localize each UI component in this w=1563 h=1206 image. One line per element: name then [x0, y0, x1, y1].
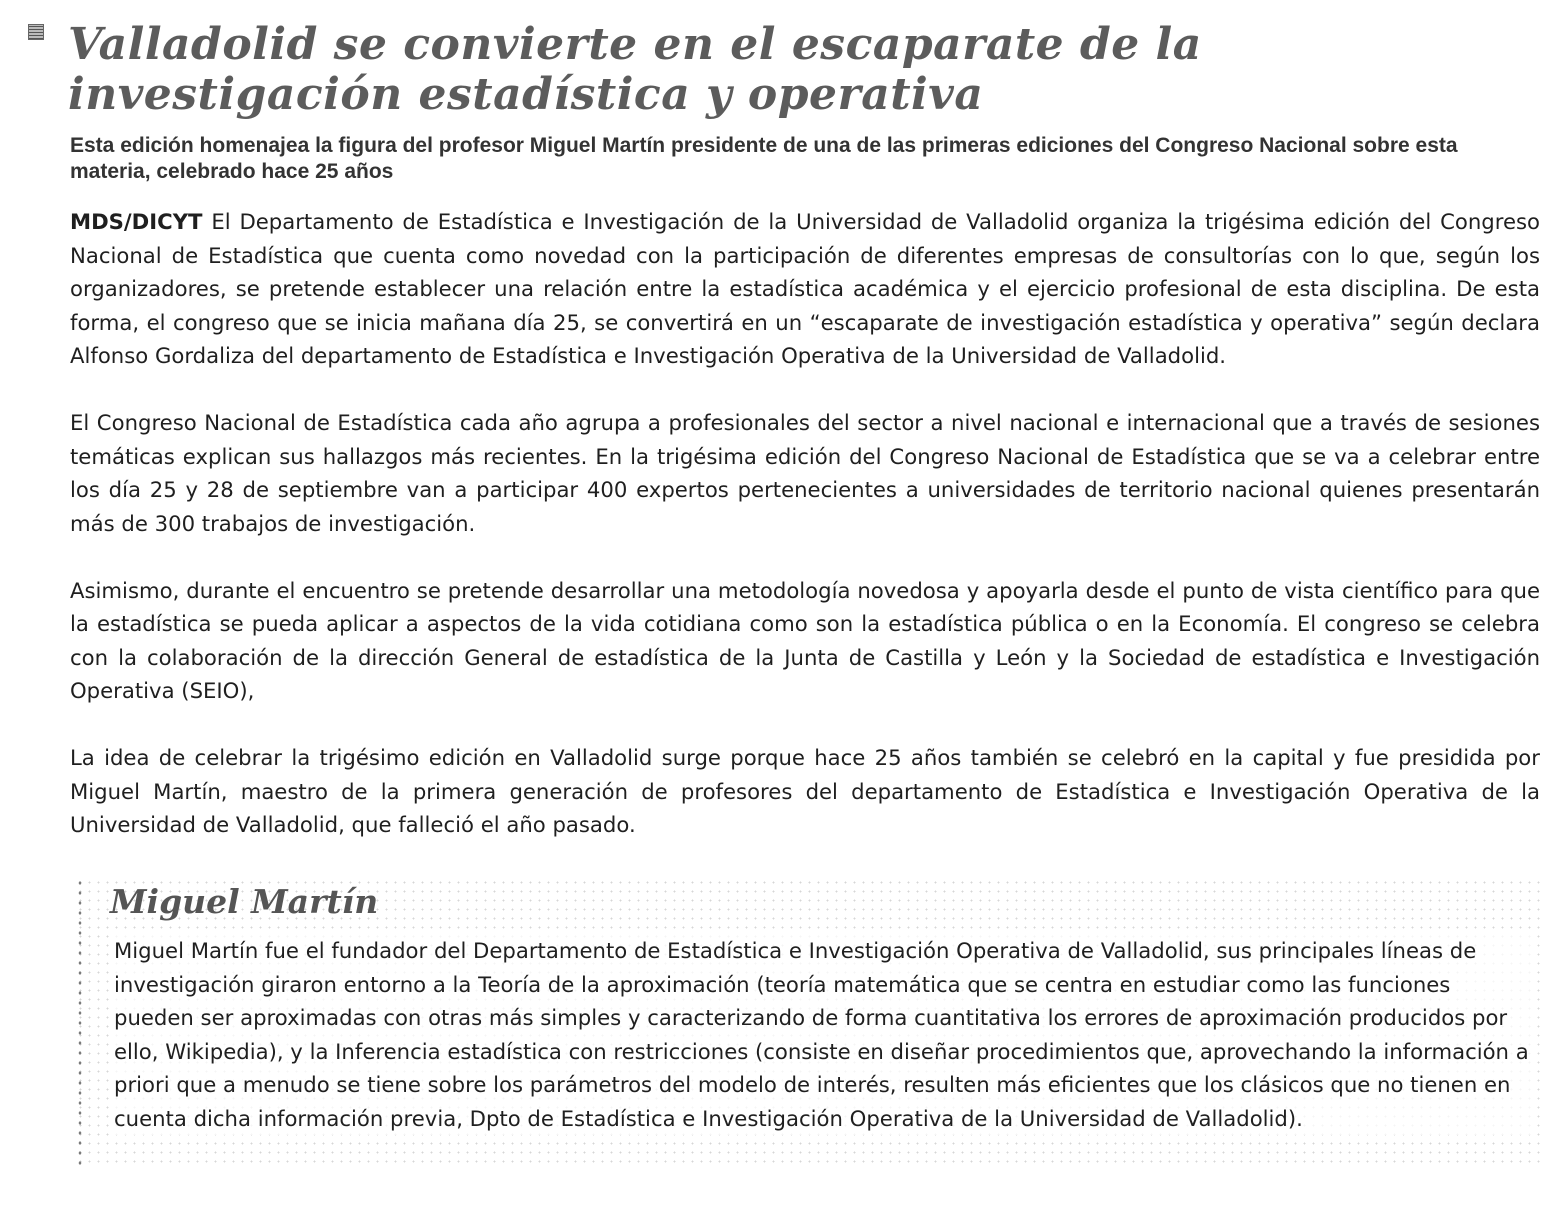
article-paragraph-1: [70, 205, 1540, 373]
paragraph-1-text: El Departamento de Estadística e Investigación de la Universidad de Valladolid organiza la trigésima edición del Congreso Nacional de Estadística que cuenta como novedad con la participación de diferentes empresas de consultorías con lo que, según los organizadores, se pretende establecer una relación entre la estadística académica y el ejercicio profesional de esta disciplina. De esta forma, el congreso que se inicia mañana día 25, se convertirá en un “escaparate de investigación estadística y operativa” según declara Alfonso Gordaliza del departamento de Estadística e Investigación Operativa de la Universidad de Valladolid.: [70, 209, 1540, 368]
dotted-rule: [76, 878, 84, 1168]
article-paragraph-4: La idea de celebrar la trigésimo edición en Valladolid surge porque hace 25 años también se celebró en la capital y fue presidida por Miguel Martín, maestro de la primera generación de profesores del departamento de Estadística e Investigación Operativa de la Universidad de Valladolid, que falleció el año pasado.: [70, 745, 1540, 837]
sidebar-text: Miguel Martín fue el fundador del Departamento de Estadística e Investigación Operativa de Valladolid, sus principales líneas de investigación giraron entorno a la Teoría de la aproximación (teoría matemática que se centra en estudiar como las funciones pueden ser aproximadas con otras más simples y caracterizando de forma cuantitativa los errores de aproximación producidos por ello, Wikipedia), y la Inferencia estadística con restricciones (consiste en diseñar procedimientos que, aprovechando la información a priori que a menudo se tiene sobre los parámetros del modelo de interés, resulten más eficientes que los clásicos que no tienen en cuenta dicha información previa, Dpto de Estadística e Investigación Operativa de la Universidad de Valladolid).: [114, 934, 1534, 1135]
article-headline: Valladolid se convierte en el escaparate de la investigación estadística y operativa: [68, 19, 1202, 120]
article-byline: MDS/DICYT: [70, 209, 203, 234]
sidebar-title: Miguel Martín: [110, 882, 379, 921]
article-paragraph-2: El Congreso Nacional de Estadística cada año agrupa a profesionales del sector a nivel nacional e internacional que a través de sesiones temáticas explican sus hallazgos más recientes. En la trigésima edición del Congreso Nacional de Estadística que se va a celebrar entre los día 25 y 28 de septiembre van a participar 400 expertos pertenecientes a universidades de territorio nacional quienes presentarán más de 300 trabajos de investigación.: [70, 410, 1540, 536]
article-subtitle: Esta edición homenajea la figura del profesor Miguel Martín presidente de una de las primeras ediciones del Congreso Nacional sobre esta materia, celebrado hace 25 años: [70, 134, 1458, 183]
article-paragraph-3: Asimismo, durante el encuentro se pretende desarrollar una metodología novedosa y apoyarla desde el punto de vista científico para que la estadística se pueda aplicar a aspectos de la vida cotidiana como son la estadística pública o en la Economía. El congreso se celebra con la colaboración de la dirección General de estadística de la Junta de Castilla y León y la Sociedad de estadística e Investigación Operativa (SEIO),: [70, 577, 1540, 703]
article-body: [70, 205, 1540, 842]
headline-bullet-icon: [28, 24, 44, 40]
sidebar-box: [76, 878, 1546, 1168]
